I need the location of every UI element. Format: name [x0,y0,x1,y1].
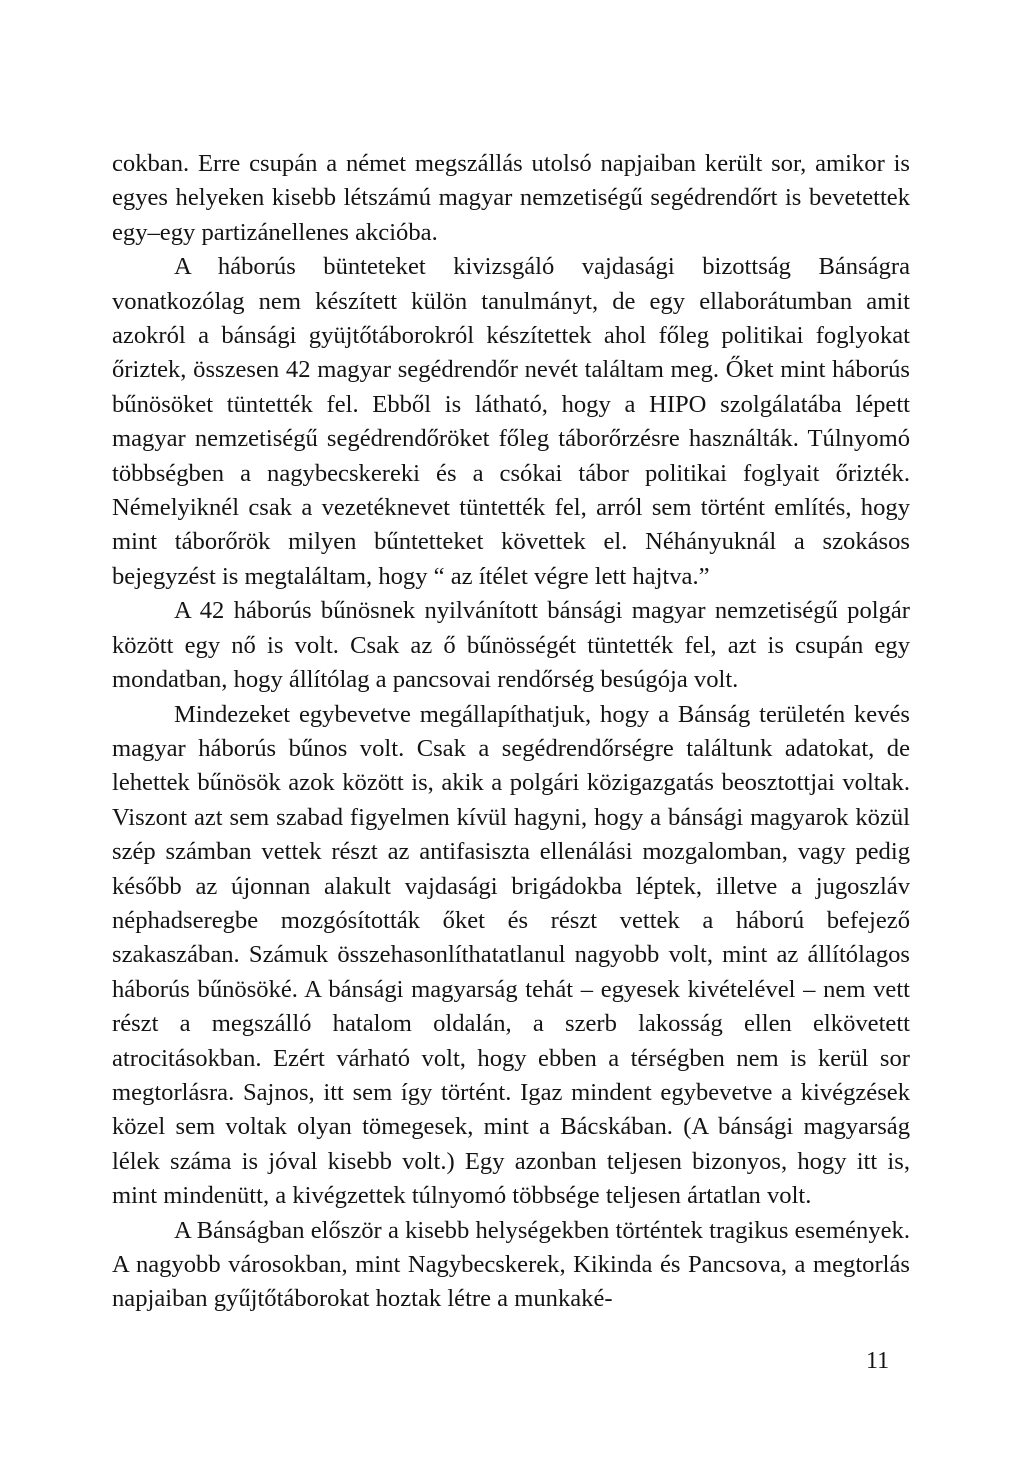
paragraph: A háborús bünteteket kivizsgáló vajdasági bizottság Bánságra vonatkozólag nem készített külön tanulmányt, de egy ellaborátumban amit azokról a bánsági gyüjtőtáborokról készítettek ahol főleg politikai foglyokat őriztek, összesen 42 magyar segédrendőr nevét találtam meg. Őket mint háborús bűnösöket tüntették fel. Ebből is látható, hogy a HIPO szolgálatába lépett magyar nemzetiségű segédrendőröket főleg táborőrzésre használták. Túlnyomó többségben a nagybecskereki és a csókai tábor politikai foglyait őrizték. Némelyiknél csak a vezetéknevet tüntették fel, arról sem történt említés, hogy mint táborőrök milyen bűntetteket követtek el. Néhányuknál a szokásos bejegyzést is megtaláltam, hogy “ az ítélet végre lett hajtva.” [112,253,910,590]
page-number: 11 [866,1348,890,1374]
paragraph: A Bánságban először a kisebb helységekben történtek tragikus események. A nagyobb városokban, mint Nagybecskerek, Kikinda és Pancsova, a megtorlás napjaiban gyűjtőtáborokat hoztak létre a munkaké- [112,1216,910,1313]
paragraph: A 42 háborús bűnösnek nyilvánított bánsági magyar nemzetiségű polgár között egy nő is volt. Csak az ő bűnösségét tüntették fel, azt is csupán egy mondatban, hogy állítólag a pancsovai rendőrség besúgója volt. [112,597,910,694]
body-text [112,147,910,1317]
paragraph-continuation: cokban. Erre csupán a német megszállás utolsó napjaiban került sor, amikor is egyes helyeken kisebb létszámú magyar nemzetiségű segédrendőrt is bevetettek egy–egy partizánellenes akcióba. [112,150,910,246]
paragraph: Mindezeket egybevetve megállapíthatjuk, hogy a Bánság területén kevés magyar háborús bűnos volt. Csak a segédrendőrségre találtunk adatokat, de lehettek bűnösök azok között is, akik a polgári közigazgatás beosztottjai voltak. Viszont azt sem szabad figyelmen kívül hagyni, hogy a bánsági magyarok közül szép számban vettek részt az antifasiszta ellenálási mozgalomban, vagy pedig később az újonnan alakult vajdasági brigádokba léptek, illetve a jugoszláv néphadseregbe mozgósították őket és részt vettek a háború befejező szakaszában. Számuk összehasonlíthatatlanul nagyobb volt, mint az állítólagos háborús bűnösöké. A bánsági magyarság tehát – egyesek kivételével – nem vett részt a megszálló hatalom oldalán, a szerb lakosság ellen elkövetett atrocitásokban. Ezért várható volt, hogy ebben a térségben nem is kerül sor megtorlásra. Sajnos, itt sem így történt. Igaz mindent egybevetve a kivégzések közel sem voltak olyan tömegesek, mint a Bácskában. (A bánsági magyarság lélek száma is jóval kisebb volt.) Egy azonban teljesen bizonyos, hogy itt is, mint mindenütt, a kivégzettek túlnyomó többsége teljesen ártatlan volt. [112,700,910,1210]
